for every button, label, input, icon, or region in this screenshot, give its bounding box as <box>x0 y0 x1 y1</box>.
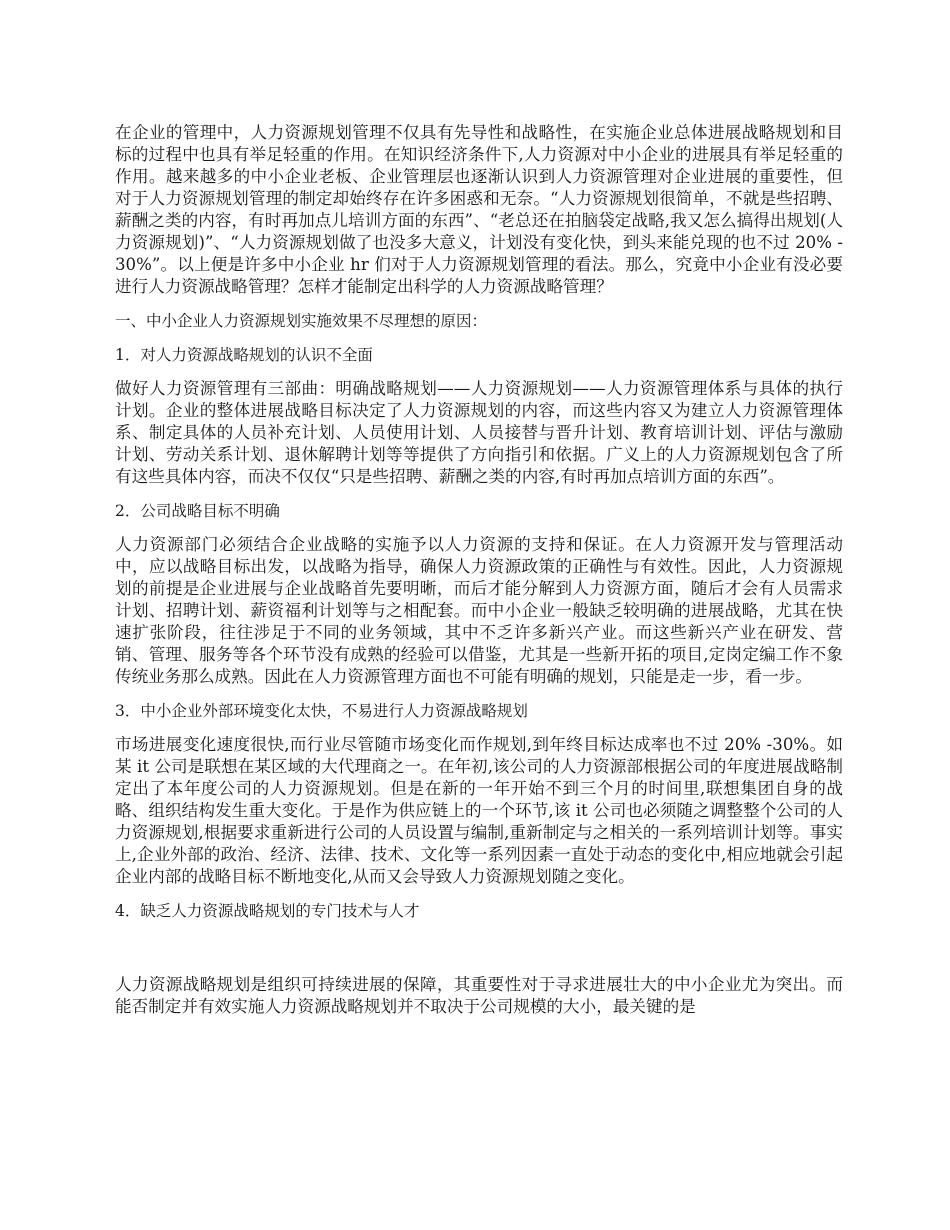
spacer <box>115 934 843 974</box>
subheading-4: 4．缺乏人力资源战略规划的专门技术与人才 <box>115 902 420 920</box>
paragraph-3: 市场进展变化速度很快,而行业尽管随市场变化而作规划,到年终目标达成率也不过 20% -30%。如某 it 公司是联想在某区域的大代理商之一。在年初,该公司的人力资源部根据公司的年度进展战略制定出了本年度公司的人力资源规划。但是在新的一年开始不到三个月的时间里,联想集团自身的战略、组织结构发生重大变化。于是作为供应链上的一个环节,该 it 公司也必须随之调整整个公司的人力资源规划,根据要求重新进行公司的人员设置与编制,重新制定与之相关的一系列培训计划等。事实上,企业外部的政治、经济、法律、技术、文化等一系列因素一直处于动态的变化中,相应地就会引起企业内部的战略目标不断地变化,从而又会导致人力资源规划随之变化。 <box>115 735 843 886</box>
subheading-1: 1．对人力资源战略规划的认识不全面 <box>115 346 373 364</box>
paragraph-2: 人力资源部门必须结合企业战略的实施予以人力资源的支持和保证。在人力资源开发与管理活动中，应以战略目标出发，以战略为指导，确保人力资源政策的正确性与有效性。因此，人力资源规划的前提是企业进展与企业战略首先要明晰，而后才能分解到人力资源方面，随后才会有人员需求计划、招聘计划、薪资福利计划等与之相配套。而中小企业一般缺乏较明确的进展战略，尤其在快速扩张阶段，往往涉足于不同的业务领域，其中不乏许多新兴产业。而这些新兴产业在研发、营销、管理、服务等各个环节没有成熟的经验可以借鉴，尤其是一些新开拓的项目,定岗定编工作不象传统业务那么成熟。因此在人力资源管理方面也不可能有明确的规划，只能是走一步，看一步。 <box>115 535 843 686</box>
document-body <box>115 122 843 1030</box>
subheading-2: 2．公司战略目标不明确 <box>115 502 280 520</box>
paragraph-4: 人力资源战略规划是组织可持续进展的保障，其重要性对于寻求进展壮大的中小企业尤为突出。而能否制定并有效实施人力资源战略规划并不取决于公司规模的大小，最关键的是 <box>115 975 843 1016</box>
subheading-3: 3．中小企业外部环境变化太快，不易进行人力资源战略规划 <box>115 702 528 720</box>
paragraph-1: 做好人力资源管理有三部曲：明确战略规划——人力资源规划——人力资源管理体系与具体的执行计划。企业的整体进展战略目标决定了人力资源规划的内容，而这些内容又为建立人力资源管理体系、制定具体的人员补充计划、人员使用计划、人员接替与晋升计划、教育培训计划、评估与激励计划、劳动关系计划、退休解聘计划等等提供了方向指引和依据。广义上的人力资源规划包含了所有这些具体内容，而决不仅仅“只是些招聘、薪酬之类的内容,有时再加点培训方面的东西”。 <box>115 379 843 486</box>
section-heading: 一、中小企业人力资源规划实施效果不尽理想的原因： <box>115 312 488 330</box>
intro-paragraph: 在企业的管理中，人力资源规划管理不仅具有先导性和战略性，在实施企业总体进展战略规划和目标的过程中也具有举足轻重的作用。在知识经济条件下,人力资源对中小企业的进展具有举足轻重的作用。越来越多的中小企业老板、企业管理层也逐渐认识到人力资源管理对企业进展的重要性，但对于人力资源规划管理的制定却始终存在许多困惑和无奈。“人力资源规划很简单，不就是些招聘、薪酬之类的内容，有时再加点儿培训方面的东西”、“老总还在拍脑袋定战略,我又怎么搞得出规划(人力资源规划)”、“人力资源规划做了也没多大意义，计划没有变化快，到头来能兑现的也不过 20% -30%”。以上便是许多中小企业 hr 们对于人力资源规划管理的看法。那么，究竟中小企业有没必要进行人力资源战略管理？怎样才能制定出科学的人力资源战略管理？ <box>115 123 843 296</box>
